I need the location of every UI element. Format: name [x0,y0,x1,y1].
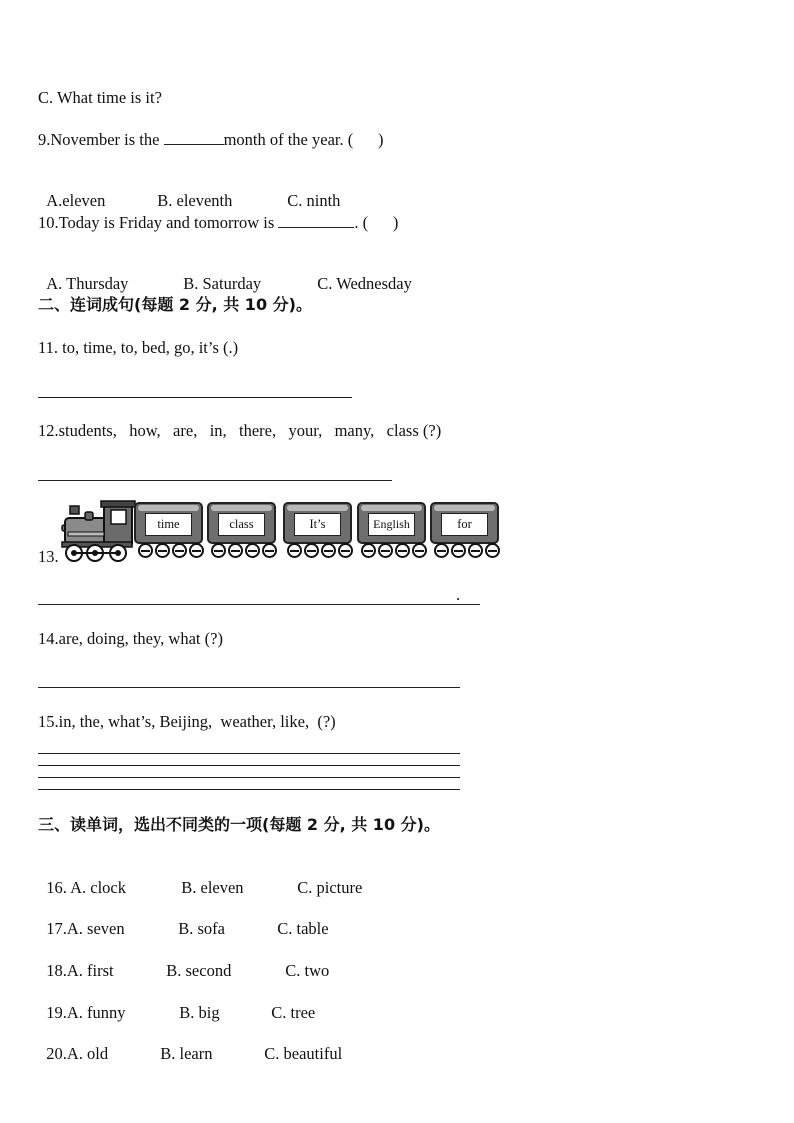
q19-option-a: 19.A. funny [46,1003,126,1022]
question-11: 11. to, time, to, bed, go, it’s (.) [38,338,239,357]
q17-option-a: 17.A. seven [46,919,125,938]
question-17 [38,899,329,939]
question-9-options [38,171,340,211]
q9-blank[interactable] [164,130,224,145]
train-car-4 [357,502,426,544]
q10-option-b: B. Saturday [183,274,262,293]
train-car-1-word: time [145,513,192,536]
q10-text-a: 10.Today is Friday and tomorrow is [38,213,279,232]
wheel-icon [304,543,319,558]
q9-text-b: month of the year. ( ) [223,130,384,149]
wheel-icon [262,543,277,558]
q13-answer-line[interactable] [38,604,480,605]
q18-option-c: C. two [285,961,330,980]
question-15: 15.in, the, what’s, Beijing, weather, like, (?) [38,712,336,731]
question-20 [38,1024,342,1064]
q11-answer-line[interactable] [38,397,352,398]
q16-option-c: C. picture [297,878,363,897]
q20-option-c: C. beautiful [264,1044,343,1063]
train-car-2-word: class [218,513,265,536]
q15-answer-line-4[interactable] [38,789,460,790]
q9-option-b: B. eleventh [157,191,233,210]
question-10 [38,213,398,233]
q15-answer-line-2[interactable] [38,765,460,766]
question-14: 14.are, doing, they, what (?) [38,629,223,648]
question-13-label: 13. [38,547,59,566]
q15-answer-line-3[interactable] [38,777,460,778]
q15-answer-line-1[interactable] [38,753,460,754]
q10-blank[interactable] [278,213,354,228]
wheel-icon [228,543,243,558]
locomotive-icon [60,498,136,564]
wheel-icon [395,543,410,558]
wheel-icon [172,543,187,558]
q10-option-a: A. Thursday [46,274,129,293]
wheel-icon [155,543,170,558]
train-car-1 [134,502,203,544]
wheel-icon [321,543,336,558]
section-2-heading: 二、连词成句(每题 2 分, 共 10 分)。 [38,295,312,314]
wheel-icon [138,543,153,558]
q9-option-a: A.eleven [46,191,106,210]
wheel-icon [287,543,302,558]
wheel-icon [245,543,260,558]
q14-answer-line[interactable] [38,687,460,688]
train-car-3 [283,502,352,544]
section-3-heading: 三、读单词，选出不同类的一项(每题 2 分, 共 10 分)。 [38,815,440,834]
train-illustration [60,498,505,564]
q10-option-c: C. Wednesday [317,274,412,293]
q16-option-a: 16. A. clock [46,878,126,897]
q18-option-a: 18.A. first [46,961,114,980]
q19-option-c: C. tree [271,1003,316,1022]
wheel-icon [412,543,427,558]
q17-option-b: B. sofa [178,919,225,938]
question-16 [38,858,362,898]
q12-answer-line[interactable] [38,480,392,481]
q19-option-b: B. big [179,1003,220,1022]
question-18 [38,941,329,981]
q10-text-b: . ( ) [354,213,399,232]
wheel-icon [361,543,376,558]
q16-option-b: B. eleven [181,878,244,897]
wheel-icon [211,543,226,558]
q9-option-c: C. ninth [287,191,341,210]
question-10-options [38,254,412,294]
q9-text-a: 9.November is the [38,130,164,149]
q18-option-b: B. second [166,961,232,980]
option-c-what-time: C. What time is it? [38,88,162,107]
wheel-icon [485,543,500,558]
wheel-icon [468,543,483,558]
train-car-3-word: It’s [294,513,341,536]
q20-option-b: B. learn [160,1044,213,1063]
q20-option-a: 20.A. old [46,1044,109,1063]
train-car-2 [207,502,276,544]
wheel-icon [378,543,393,558]
wheel-icon [338,543,353,558]
question-9 [38,130,383,150]
wheel-icon [189,543,204,558]
train-car-5 [430,502,499,544]
q13-period: . [456,585,461,604]
wheel-icon [451,543,466,558]
question-19 [38,983,315,1023]
wheel-icon [434,543,449,558]
question-12: 12.students, how, are, in, there, your, many, class (?) [38,421,442,440]
train-car-5-word: for [441,513,488,536]
train-car-4-word: English [368,513,415,536]
q17-option-c: C. table [277,919,329,938]
